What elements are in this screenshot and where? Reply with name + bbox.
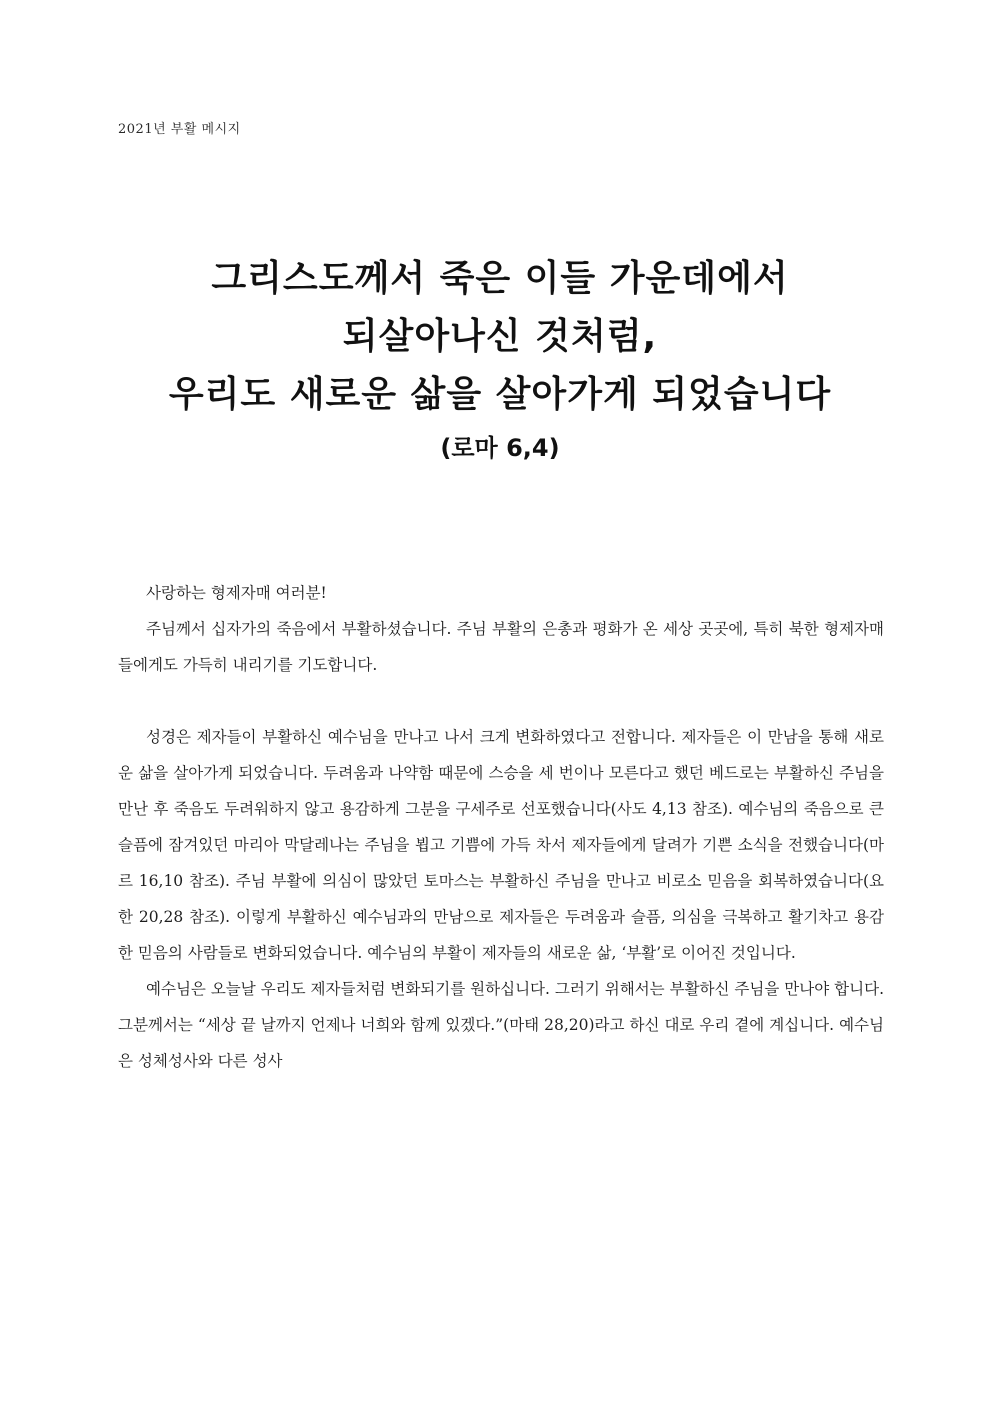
message-body	[118, 575, 884, 1079]
body-paragraph: 성경은 제자들이 부활하신 예수님을 만나고 나서 크게 변화하였다고 전합니다. 제자들은 이 만남을 통해 새로운 삶을 살아가게 되었습니다. 두려움과 나약함 때문에 스승을 세 번이나 모른다고 했던 베드로는 부활하신 주님을 만난 후 죽음도 두려워하지 않고 용감하게 그분을 구세주로 선포했습니다(사도 4,13 참조). 예수님의 죽음으로 큰 슬픔에 잠겨있던 마리아 막달레나는 주님을 뵙고 기쁨에 가득 차서 제자들에게 달려가 기쁜 소식을 전했습니다(마르 16,10 참조). 주님 부활에 의심이 많았던 토마스는 부활하신 주님을 만나고 비로소 믿음을 회복하였습니다(요한 20,28 참조). 이렇게 부활하신 예수님과의 만남으로 제자들은 두려움과 슬픔, 의심을 극복하고 활기차고 용감한 믿음의 사람들로 변화되었습니다. 예수님의 부활이 제자들의 새로운 삶, ‘부활’로 이어진 것입니다.	[118, 728, 884, 962]
message-title	[100, 250, 900, 470]
body-paragraph: 주님께서 십자가의 죽음에서 부활하셨습니다. 주님 부활의 은총과 평화가 온 세상 곳곳에, 특히 북한 형제자매들에게도 가득히 내리기를 기도합니다.	[118, 620, 884, 674]
document-header-label: 2021년 부활 메시지	[118, 122, 241, 137]
title-line-1: 그리스도께서 죽은 이들 가운데에서	[211, 258, 789, 299]
greeting-paragraph: 사랑하는 형제자매 여러분!	[146, 584, 327, 602]
body-paragraph: 예수님은 오늘날 우리도 제자들처럼 변화되기를 원하십니다. 그러기 위해서는 부활하신 주님을 만나야 합니다. 그분께서는 “세상 끝 날까지 언제나 너희와 함께 있겠다.”(마태 28,20)라고 하신 대로 우리 곁에 계십니다. 예수님은 성체성사와 다른 성사	[118, 980, 884, 1070]
title-line-3: 우리도 새로운 삶을 살아가게 되었습니다	[168, 374, 832, 415]
title-line-2: 되살아나신 것처럼,	[342, 316, 658, 357]
title-scripture-reference: (로마 6,4)	[440, 434, 560, 462]
